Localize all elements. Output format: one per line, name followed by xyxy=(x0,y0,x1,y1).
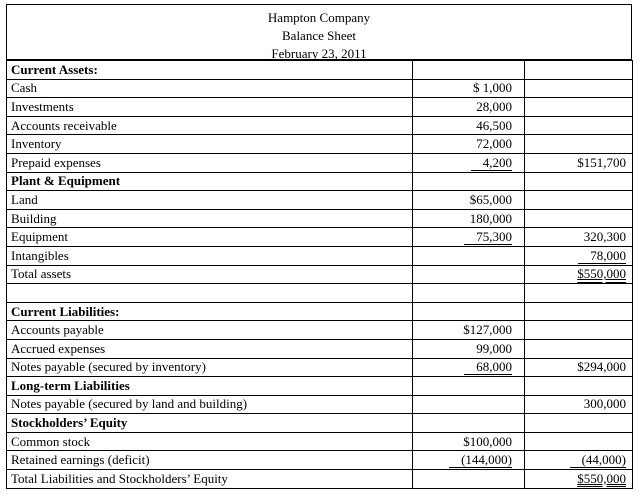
table-row xyxy=(7,302,633,321)
total-amount-cell xyxy=(525,116,633,135)
total-amount-cell xyxy=(525,358,633,377)
detail-amount: $100,000 xyxy=(463,433,512,449)
table-row xyxy=(7,228,633,247)
row-label: Building xyxy=(7,209,413,228)
row-label: Accounts payable xyxy=(7,321,413,340)
table-row xyxy=(7,414,633,433)
total-amount-cell xyxy=(525,153,633,172)
total-amount-cell xyxy=(525,61,633,80)
table-row xyxy=(7,321,633,340)
detail-amount-cell xyxy=(413,172,525,191)
balance-sheet-table xyxy=(6,60,633,489)
detail-amount: 68,000 xyxy=(464,360,512,375)
total-amount: 78,000 xyxy=(578,249,626,264)
total-amount-cell xyxy=(525,284,633,303)
detail-amount-cell xyxy=(413,209,525,228)
detail-amount: 99,000 xyxy=(476,340,512,356)
table-row xyxy=(7,153,633,172)
total-amount-cell xyxy=(525,451,633,470)
detail-amount-cell xyxy=(413,135,525,154)
total-amount: $294,000 xyxy=(577,359,626,375)
total-amount-cell xyxy=(525,432,633,451)
total-amount-cell xyxy=(525,395,633,414)
total-amount: 320,300 xyxy=(583,229,626,245)
row-label: Current Liabilities: xyxy=(7,302,413,321)
table-row xyxy=(7,98,633,117)
detail-amount-cell xyxy=(413,377,525,396)
balance-sheet xyxy=(6,4,632,489)
table-row xyxy=(7,191,633,210)
detail-amount-cell xyxy=(413,61,525,80)
row-label: Notes payable (secured by land and building) xyxy=(7,395,413,414)
table-row xyxy=(7,246,633,265)
total-amount-cell xyxy=(525,377,633,396)
table-row xyxy=(7,470,633,489)
detail-amount-cell xyxy=(413,116,525,135)
detail-amount-cell xyxy=(413,451,525,470)
detail-amount: 75,300 xyxy=(464,230,512,245)
table-row xyxy=(7,358,633,377)
table-row xyxy=(7,172,633,191)
table-row xyxy=(7,135,633,154)
total-amount-cell xyxy=(525,246,633,265)
detail-amount-cell xyxy=(413,321,525,340)
row-label: Common stock xyxy=(7,432,413,451)
row-label: Long-term Liabilities xyxy=(7,377,413,396)
total-amount-cell xyxy=(525,265,633,284)
table-row xyxy=(7,265,633,284)
total-amount-cell xyxy=(525,79,633,98)
row-label: Notes payable (secured by inventory) xyxy=(7,358,413,377)
row-label: Prepaid expenses xyxy=(7,153,413,172)
total-amount-cell xyxy=(525,321,633,340)
row-label: Investments xyxy=(7,98,413,117)
row-label: Accrued expenses xyxy=(7,339,413,358)
table-row xyxy=(7,395,633,414)
total-amount-cell xyxy=(525,339,633,358)
sheet-header xyxy=(6,4,632,60)
row-label: Current Assets: xyxy=(7,61,413,80)
row-label: Equipment xyxy=(7,228,413,247)
detail-amount-cell xyxy=(413,302,525,321)
row-label: Total Liabilities and Stockholders’ Equity xyxy=(7,470,413,489)
detail-amount: 28,000 xyxy=(476,98,512,114)
row-label: Inventory xyxy=(7,135,413,154)
detail-amount-cell xyxy=(413,246,525,265)
table-row xyxy=(7,432,633,451)
table-row xyxy=(7,339,633,358)
table-row xyxy=(7,116,633,135)
total-amount: $550,000 xyxy=(577,266,626,282)
row-label: Intangibles xyxy=(7,246,413,265)
total-amount: (44,000) xyxy=(570,453,626,468)
total-amount-cell xyxy=(525,135,633,154)
detail-amount-cell xyxy=(413,470,525,489)
table-row xyxy=(7,79,633,98)
table-row xyxy=(7,61,633,80)
table-row xyxy=(7,209,633,228)
table-row xyxy=(7,451,633,470)
table-row xyxy=(7,284,633,303)
detail-amount-cell xyxy=(413,414,525,433)
detail-amount-cell xyxy=(413,153,525,172)
detail-amount: 72,000 xyxy=(476,136,512,152)
total-amount-cell xyxy=(525,98,633,117)
detail-amount: $65,000 xyxy=(469,191,512,207)
row-label: Total assets xyxy=(7,265,413,284)
row-label: Retained earnings (deficit) xyxy=(7,451,413,470)
total-amount-cell xyxy=(525,172,633,191)
total-amount-cell xyxy=(525,209,633,228)
detail-amount: (144,000) xyxy=(449,453,512,468)
statement-date: February 23, 2011 xyxy=(271,46,367,61)
total-amount: $550,000 xyxy=(577,470,626,486)
row-label: Cash xyxy=(7,79,413,98)
detail-amount-cell xyxy=(413,79,525,98)
detail-amount-cell xyxy=(413,191,525,210)
row-label xyxy=(7,284,413,303)
total-amount: 300,000 xyxy=(583,396,626,412)
detail-amount: 46,500 xyxy=(476,117,512,133)
table-row xyxy=(7,377,633,396)
total-amount: $151,700 xyxy=(577,154,626,170)
detail-amount: 180,000 xyxy=(469,210,512,226)
detail-amount-cell xyxy=(413,358,525,377)
total-amount-cell xyxy=(525,470,633,489)
detail-amount-cell xyxy=(413,284,525,303)
detail-amount-cell xyxy=(413,432,525,451)
company-name: Hampton Company xyxy=(267,10,371,25)
detail-amount: 4,200 xyxy=(471,156,512,171)
detail-amount-cell xyxy=(413,98,525,117)
row-label: Accounts receivable xyxy=(7,116,413,135)
total-amount-cell xyxy=(525,228,633,247)
total-amount-cell xyxy=(525,302,633,321)
detail-amount-cell xyxy=(413,339,525,358)
row-label: Stockholders’ Equity xyxy=(7,414,413,433)
detail-amount-cell xyxy=(413,265,525,284)
detail-amount-cell xyxy=(413,228,525,247)
detail-amount: $127,000 xyxy=(463,322,512,338)
total-amount-cell xyxy=(525,191,633,210)
detail-amount-cell xyxy=(413,395,525,414)
row-label: Plant & Equipment xyxy=(7,172,413,191)
total-amount-cell xyxy=(525,414,633,433)
detail-amount: $ 1,000 xyxy=(473,80,512,96)
statement-title: Balance Sheet xyxy=(282,28,356,43)
row-label: Land xyxy=(7,191,413,210)
